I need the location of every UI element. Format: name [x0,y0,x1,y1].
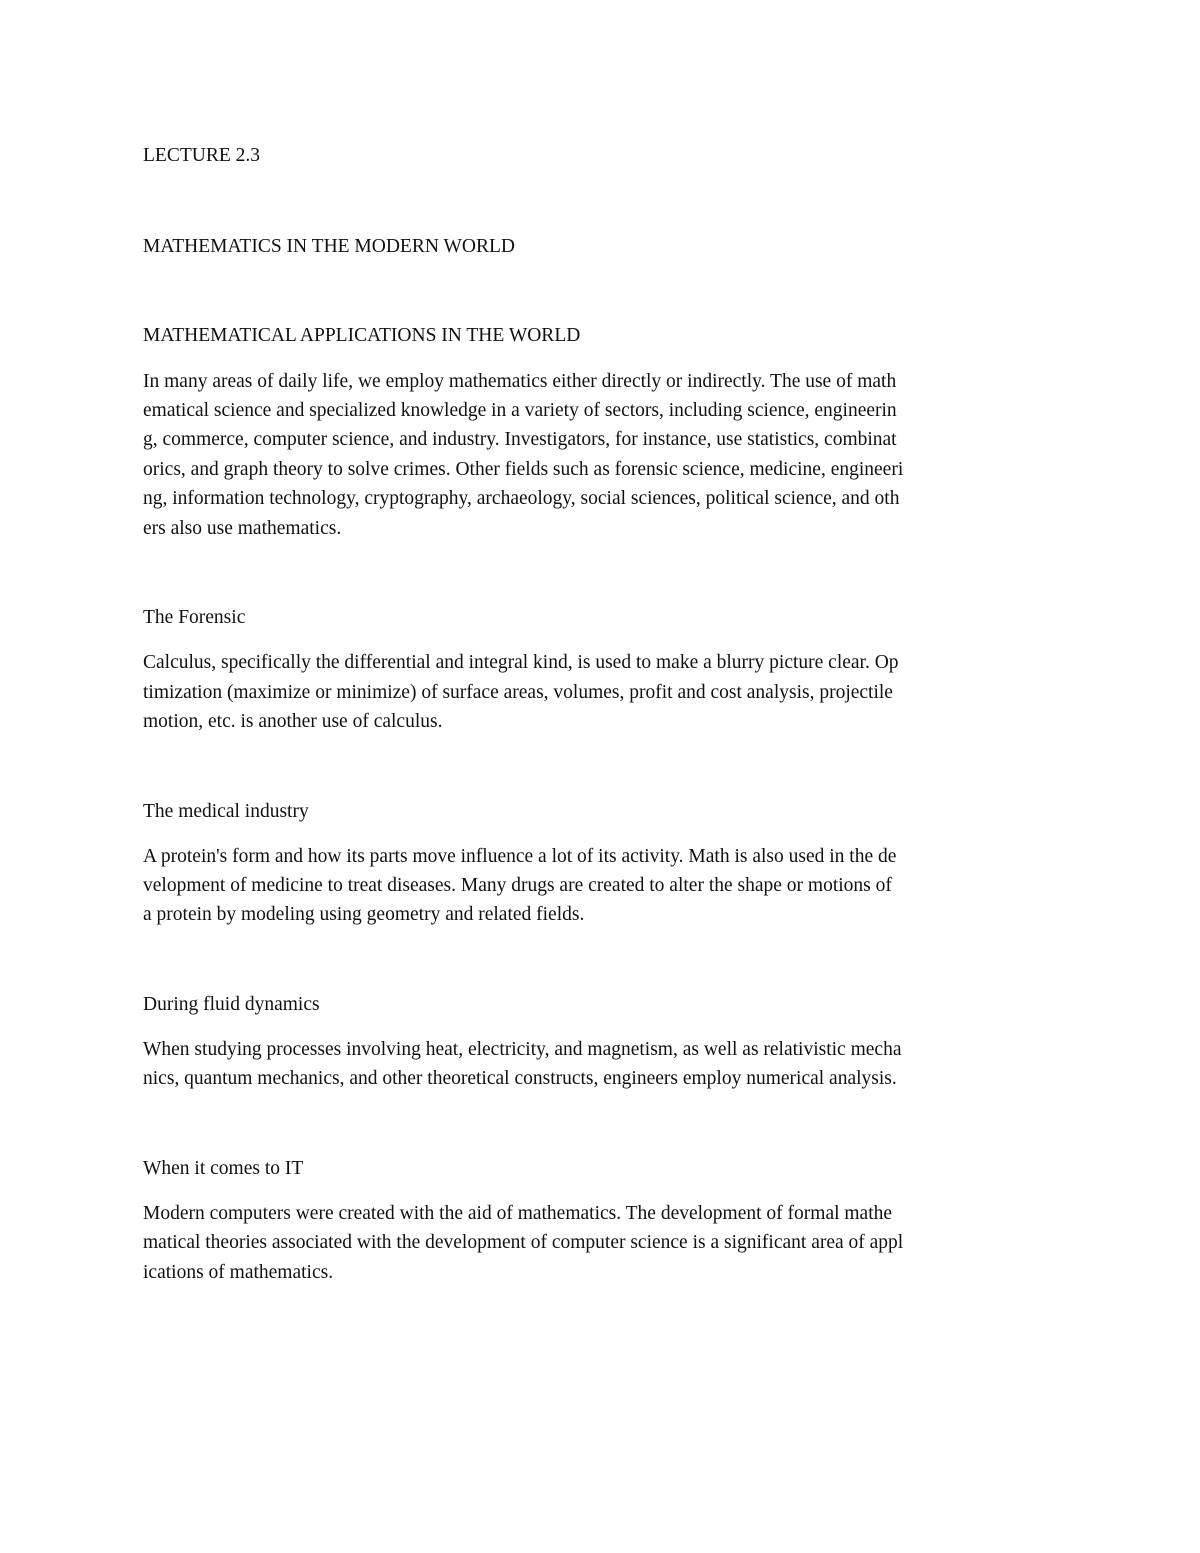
paragraph-line: a protein by modeling using geometry and related fields. [143,904,585,925]
section-title: MATHEMATICAL APPLICATIONS IN THE WORLD [143,325,581,346]
paragraph-line: timization (maximize or minimize) of surface areas, volumes, profit and cost analysis, projectile [143,682,893,703]
paragraph-line: velopment of medicine to treat diseases. Many drugs are created to alter the shape or motions of [143,875,892,896]
paragraph-line: matical theories associated with the development of computer science is a significant area of appl [143,1232,904,1253]
section-heading-medical: The medical industry [143,801,309,822]
lecture-label: LECTURE 2.3 [143,145,260,166]
paragraph-line: ers also use mathematics. [143,518,342,539]
section-heading-forensic: The Forensic [143,607,246,628]
paragraph-line: ng, information technology, cryptography, archaeology, social sciences, political science, and oth [143,488,900,509]
course-title: MATHEMATICS IN THE MODERN WORLD [143,236,515,257]
paragraph-line: A protein's form and how its parts move influence a lot of its activity. Math is also used in the de [143,846,897,867]
paragraph-line: Calculus, specifically the differential and integral kind, is used to make a blurry picture clear. Op [143,652,899,673]
paragraph-line: ematical science and specialized knowledge in a variety of sectors, including science, engineerin [143,400,897,421]
paragraph-line: Modern computers were created with the aid of mathematics. The development of formal mathe [143,1203,893,1224]
paragraph-line: ications of mathematics. [143,1262,334,1283]
paragraph-line: In many areas of daily life, we employ mathematics either directly or indirectly. The use of math [143,371,897,392]
paragraph-line: nics, quantum mechanics, and other theoretical constructs, engineers employ numerical analysis. [143,1068,897,1089]
section-heading-fluid-dynamics: During fluid dynamics [143,994,320,1015]
paragraph-line: When studying processes involving heat, electricity, and magnetism, as well as relativistic mecha [143,1039,902,1060]
section-heading-it: When it comes to IT [143,1158,304,1179]
paragraph-line: motion, etc. is another use of calculus. [143,711,443,732]
paragraph-line: orics, and graph theory to solve crimes. Other fields such as forensic science, medicine, engineeri [143,459,904,480]
paragraph-line: g, commerce, computer science, and industry. Investigators, for instance, use statistics, combinat [143,429,897,450]
